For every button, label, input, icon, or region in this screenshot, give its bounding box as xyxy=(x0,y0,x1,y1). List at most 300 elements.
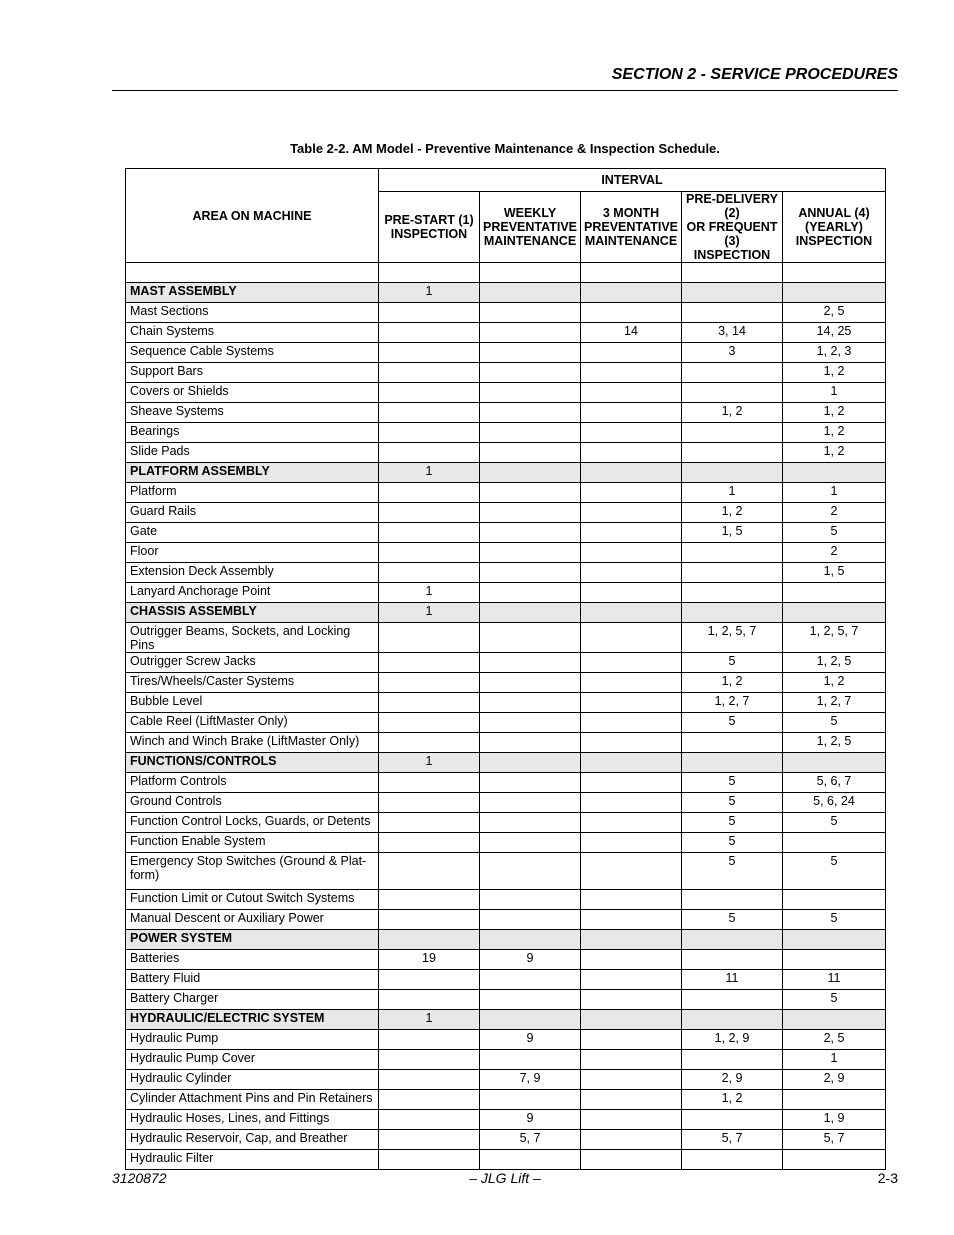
interval-cell: 5, 7 xyxy=(783,1130,886,1150)
interval-cell xyxy=(581,990,682,1010)
table-row xyxy=(126,950,886,970)
table-row xyxy=(126,1030,886,1050)
interval-cell: 11 xyxy=(682,970,783,990)
interval-cell xyxy=(581,1010,682,1030)
interval-cell xyxy=(682,930,783,950)
interval-cell xyxy=(581,890,682,910)
interval-cell xyxy=(480,833,581,853)
interval-cell: 1, 2 xyxy=(783,673,886,693)
area-cell: Hydraulic Filter xyxy=(126,1150,379,1170)
table-row xyxy=(126,853,886,890)
area-cell: Slide Pads xyxy=(126,443,379,463)
interval-cell xyxy=(682,1150,783,1170)
interval-cell xyxy=(581,753,682,773)
interval-cell: 1, 2, 5, 7 xyxy=(783,623,886,653)
interval-cell xyxy=(581,343,682,363)
interval-cell xyxy=(682,423,783,443)
interval-cell xyxy=(682,990,783,1010)
interval-cell: 1, 2 xyxy=(682,673,783,693)
interval-cell: 1, 2, 7 xyxy=(682,693,783,713)
interval-cell xyxy=(379,563,480,583)
interval-cell xyxy=(682,1050,783,1070)
table-row xyxy=(126,503,886,523)
page-header xyxy=(112,64,898,91)
interval-cell xyxy=(581,833,682,853)
table-row xyxy=(126,1130,886,1150)
area-cell: Tires/Wheels/Caster Systems xyxy=(126,673,379,693)
interval-cell: 2 xyxy=(783,503,886,523)
interval-cell: 1 xyxy=(783,1050,886,1070)
interval-cell xyxy=(480,890,581,910)
area-cell: Support Bars xyxy=(126,363,379,383)
interval-cell: 5 xyxy=(783,523,886,543)
interval-cell: 1, 2 xyxy=(682,403,783,423)
area-cell: Covers or Shields xyxy=(126,383,379,403)
interval-cell xyxy=(379,503,480,523)
interval-cell: 9 xyxy=(480,1030,581,1050)
spacer-cell xyxy=(682,263,783,283)
table-row xyxy=(126,890,886,910)
interval-cell xyxy=(480,713,581,733)
interval-cell xyxy=(581,930,682,950)
interval-cell: 5 xyxy=(783,853,886,890)
table-row xyxy=(126,323,886,343)
interval-cell: 14, 25 xyxy=(783,323,886,343)
interval-cell: 5 xyxy=(783,990,886,1010)
interval-cell: 1, 2 xyxy=(783,403,886,423)
area-cell: Cylinder Attachment Pins and Pin Retainers xyxy=(126,1090,379,1110)
interval-cell xyxy=(783,1010,886,1030)
interval-cell: 5, 7 xyxy=(682,1130,783,1150)
group-row xyxy=(126,1010,886,1030)
group-row xyxy=(126,283,886,303)
area-cell: Bearings xyxy=(126,423,379,443)
area-cell: Battery Charger xyxy=(126,990,379,1010)
interval-cell: 9 xyxy=(480,950,581,970)
interval-cell: 1, 2, 7 xyxy=(783,693,886,713)
interval-cell xyxy=(379,653,480,673)
subheader-line: ANNUAL (4) xyxy=(798,206,870,220)
interval-cell xyxy=(379,890,480,910)
interval-cell: 2, 9 xyxy=(783,1070,886,1090)
interval-cell xyxy=(379,523,480,543)
group-row xyxy=(126,463,886,483)
interval-cell xyxy=(783,890,886,910)
interval-cell: 1 xyxy=(682,483,783,503)
table-row xyxy=(126,303,886,323)
table-row xyxy=(126,653,886,673)
area-cell: Lanyard Anchorage Point xyxy=(126,583,379,603)
interval-cell xyxy=(480,343,581,363)
maintenance-schedule-table xyxy=(125,168,886,1170)
page-number: 2-3 xyxy=(877,1170,898,1186)
interval-cell xyxy=(379,1110,480,1130)
interval-cell xyxy=(480,910,581,930)
interval-cell xyxy=(379,403,480,423)
interval-cell xyxy=(783,463,886,483)
area-cell: Manual Descent or Auxiliary Power xyxy=(126,910,379,930)
interval-cell xyxy=(581,383,682,403)
interval-cell xyxy=(379,443,480,463)
interval-cell xyxy=(783,283,886,303)
interval-cell xyxy=(783,753,886,773)
area-cell: FUNCTIONS/CONTROLS xyxy=(126,753,379,773)
area-cell: Hydraulic Reservoir, Cap, and Breather xyxy=(126,1130,379,1150)
table-row xyxy=(126,793,886,813)
subheader-line: MAINTENANCE xyxy=(584,234,678,248)
interval-cell: 5, 6, 7 xyxy=(783,773,886,793)
interval-cell xyxy=(783,1150,886,1170)
interval-cell: 5 xyxy=(682,910,783,930)
interval-cell xyxy=(480,543,581,563)
interval-cell xyxy=(581,503,682,523)
interval-cell: 1 xyxy=(379,603,480,623)
interval-cell: 7, 9 xyxy=(480,1070,581,1090)
interval-cell xyxy=(480,753,581,773)
interval-cell xyxy=(379,363,480,383)
section-title: SECTION 2 - SERVICE PROCEDURES xyxy=(611,66,898,83)
interval-cell: 9 xyxy=(480,1110,581,1130)
interval-cell: 5 xyxy=(682,653,783,673)
area-cell: CHASSIS ASSEMBLY xyxy=(126,603,379,623)
interval-cell xyxy=(581,463,682,483)
interval-cell xyxy=(581,793,682,813)
interval-cell xyxy=(480,673,581,693)
interval-cell: 2, 5 xyxy=(783,1030,886,1050)
footer-publisher: – JLG Lift – xyxy=(469,1170,541,1186)
interval-cell xyxy=(581,283,682,303)
interval-cell xyxy=(581,303,682,323)
area-cell: Outrigger Screw Jacks xyxy=(126,653,379,673)
interval-cell: 1, 5 xyxy=(682,523,783,543)
table-row xyxy=(126,990,886,1010)
interval-cell: 1 xyxy=(783,383,886,403)
interval-cell: 1, 2 xyxy=(682,503,783,523)
interval-cell xyxy=(480,930,581,950)
interval-cell xyxy=(379,483,480,503)
interval-cell xyxy=(379,773,480,793)
interval-cell xyxy=(480,283,581,303)
interval-cell xyxy=(379,1050,480,1070)
table-row xyxy=(126,403,886,423)
area-cell: Hydraulic Cylinder xyxy=(126,1070,379,1090)
interval-cell xyxy=(379,1130,480,1150)
area-cell: Function Limit or Cutout Switch Systems xyxy=(126,890,379,910)
interval-cell xyxy=(581,623,682,653)
interval-cell xyxy=(581,693,682,713)
table-row xyxy=(126,383,886,403)
interval-cell: 5 xyxy=(682,813,783,833)
interval-cell: 19 xyxy=(379,950,480,970)
interval-cell: 5 xyxy=(783,813,886,833)
area-cell: Sheave Systems xyxy=(126,403,379,423)
interval-cell xyxy=(480,693,581,713)
interval-cell xyxy=(480,323,581,343)
interval-cell xyxy=(480,990,581,1010)
table-row xyxy=(126,1090,886,1110)
interval-cell xyxy=(480,423,581,443)
interval-cell xyxy=(379,813,480,833)
interval-cell: 1, 5 xyxy=(783,563,886,583)
spacer-cell xyxy=(783,263,886,283)
interval-cell xyxy=(581,523,682,543)
interval-subheader xyxy=(581,192,682,263)
interval-cell xyxy=(379,543,480,563)
interval-cell xyxy=(480,443,581,463)
interval-cell xyxy=(682,1110,783,1130)
interval-cell xyxy=(682,463,783,483)
area-on-machine-header: AREA ON MACHINE xyxy=(126,169,379,263)
area-cell: Mast Sections xyxy=(126,303,379,323)
interval-cell: 5 xyxy=(682,793,783,813)
interval-cell xyxy=(682,563,783,583)
area-cell: Platform Controls xyxy=(126,773,379,793)
interval-cell xyxy=(480,813,581,833)
interval-cell xyxy=(682,383,783,403)
area-cell: Function Enable System xyxy=(126,833,379,853)
table-row xyxy=(126,833,886,853)
interval-cell xyxy=(581,813,682,833)
interval-cell: 5 xyxy=(682,853,783,890)
table-row xyxy=(126,773,886,793)
interval-cell xyxy=(783,603,886,623)
table-row xyxy=(126,343,886,363)
table-row xyxy=(126,423,886,443)
spacer-cell xyxy=(480,263,581,283)
interval-header: INTERVAL xyxy=(379,169,886,192)
interval-cell xyxy=(480,463,581,483)
interval-cell xyxy=(379,383,480,403)
interval-cell xyxy=(379,693,480,713)
area-cell: Floor xyxy=(126,543,379,563)
subheader-line: PREVENTATIVE xyxy=(584,220,678,234)
interval-cell: 2 xyxy=(783,543,886,563)
interval-cell xyxy=(379,303,480,323)
spacer-cell xyxy=(379,263,480,283)
interval-cell xyxy=(480,1010,581,1030)
interval-cell: 1 xyxy=(783,483,886,503)
interval-cell xyxy=(379,323,480,343)
interval-cell: 1 xyxy=(379,283,480,303)
interval-cell xyxy=(379,343,480,363)
interval-cell xyxy=(379,673,480,693)
interval-cell: 1, 2 xyxy=(783,443,886,463)
interval-cell xyxy=(682,603,783,623)
interval-cell xyxy=(682,583,783,603)
interval-cell: 2, 5 xyxy=(783,303,886,323)
interval-cell: 1 xyxy=(379,583,480,603)
interval-cell: 5 xyxy=(783,910,886,930)
table-row xyxy=(126,673,886,693)
interval-cell xyxy=(480,523,581,543)
table-row xyxy=(126,483,886,503)
area-cell: Emergency Stop Switches (Ground & Plat-form) xyxy=(126,853,379,890)
interval-cell xyxy=(379,713,480,733)
interval-cell xyxy=(379,793,480,813)
page-footer xyxy=(112,1170,898,1188)
table-row xyxy=(126,443,886,463)
interval-cell xyxy=(783,930,886,950)
interval-cell: 5 xyxy=(682,773,783,793)
interval-cell xyxy=(581,1030,682,1050)
interval-cell xyxy=(480,403,581,423)
area-cell: Ground Controls xyxy=(126,793,379,813)
subheader-line: INSPECTION xyxy=(795,234,873,248)
interval-cell xyxy=(379,833,480,853)
area-cell: PLATFORM ASSEMBLY xyxy=(126,463,379,483)
table-row xyxy=(126,713,886,733)
schedule-body xyxy=(126,263,886,1170)
interval-cell: 1, 2, 9 xyxy=(682,1030,783,1050)
interval-cell xyxy=(581,1130,682,1150)
area-cell: HYDRAULIC/ELECTRIC SYSTEM xyxy=(126,1010,379,1030)
interval-cell: 1, 2 xyxy=(783,423,886,443)
interval-cell xyxy=(581,773,682,793)
table-row xyxy=(126,623,886,653)
interval-cell: 1, 2, 5, 7 xyxy=(682,623,783,653)
interval-cell xyxy=(480,363,581,383)
interval-cell: 2, 9 xyxy=(682,1070,783,1090)
table-row xyxy=(126,1070,886,1090)
area-cell: Sequence Cable Systems xyxy=(126,343,379,363)
interval-cell: 11 xyxy=(783,970,886,990)
table-row xyxy=(126,733,886,753)
interval-cell xyxy=(480,383,581,403)
interval-cell: 1, 2, 5 xyxy=(783,653,886,673)
interval-cell: 14 xyxy=(581,323,682,343)
interval-cell: 1, 2, 3 xyxy=(783,343,886,363)
interval-cell xyxy=(682,1010,783,1030)
interval-cell xyxy=(682,283,783,303)
interval-cell xyxy=(581,713,682,733)
subheader-line: MAINTENANCE xyxy=(483,234,577,248)
interval-cell: 1 xyxy=(379,463,480,483)
interval-subheader xyxy=(682,192,783,263)
area-cell: Guard Rails xyxy=(126,503,379,523)
table-caption: Table 2-2. AM Model - Preventive Maintenance & Inspection Schedule. xyxy=(290,141,720,156)
interval-cell xyxy=(581,443,682,463)
interval-cell xyxy=(682,543,783,563)
interval-cell xyxy=(783,1090,886,1110)
interval-subheader xyxy=(480,192,581,263)
area-cell: Battery Fluid xyxy=(126,970,379,990)
interval-cell xyxy=(379,1090,480,1110)
interval-cell xyxy=(480,1150,581,1170)
subheader-line: PRE-DELIVERY (2) xyxy=(686,192,778,220)
interval-cell xyxy=(581,1150,682,1170)
group-row xyxy=(126,753,886,773)
interval-cell xyxy=(581,563,682,583)
interval-cell: 1 xyxy=(379,1010,480,1030)
table-row xyxy=(126,523,886,543)
subheader-line: PRE-START (1) xyxy=(384,213,474,227)
interval-cell xyxy=(581,673,682,693)
subheader-line: (YEARLY) xyxy=(805,220,863,234)
interval-cell xyxy=(783,950,886,970)
interval-cell xyxy=(480,1050,581,1070)
interval-cell xyxy=(480,1090,581,1110)
interval-cell xyxy=(682,890,783,910)
interval-cell xyxy=(581,1050,682,1070)
table-row xyxy=(126,563,886,583)
area-cell: Gate xyxy=(126,523,379,543)
interval-cell xyxy=(379,733,480,753)
area-cell: Hydraulic Pump Cover xyxy=(126,1050,379,1070)
interval-cell xyxy=(379,990,480,1010)
subheader-line: 3 MONTH xyxy=(602,206,660,220)
interval-cell xyxy=(480,623,581,653)
interval-cell xyxy=(379,853,480,890)
interval-cell xyxy=(379,930,480,950)
area-cell: Hydraulic Pump xyxy=(126,1030,379,1050)
area-cell: Bubble Level xyxy=(126,693,379,713)
interval-cell xyxy=(783,833,886,853)
interval-cell: 1, 9 xyxy=(783,1110,886,1130)
interval-cell: 1, 2 xyxy=(783,363,886,383)
interval-cell xyxy=(581,483,682,503)
interval-cell xyxy=(581,363,682,383)
interval-cell: 3 xyxy=(682,343,783,363)
interval-cell xyxy=(581,653,682,673)
interval-cell xyxy=(379,423,480,443)
table-row xyxy=(126,1150,886,1170)
area-cell: Batteries xyxy=(126,950,379,970)
subheader-line: PREVENTATIVE xyxy=(483,220,577,234)
interval-cell xyxy=(379,1150,480,1170)
interval-cell: 1 xyxy=(379,753,480,773)
interval-cell xyxy=(581,543,682,563)
group-row xyxy=(126,930,886,950)
interval-cell xyxy=(682,733,783,753)
interval-cell xyxy=(682,950,783,970)
interval-subheader xyxy=(379,192,480,263)
table-row xyxy=(126,693,886,713)
interval-cell: 5 xyxy=(682,713,783,733)
area-cell: Winch and Winch Brake (LiftMaster Only) xyxy=(126,733,379,753)
group-row xyxy=(126,603,886,623)
table-row xyxy=(126,1050,886,1070)
table-row xyxy=(126,910,886,930)
interval-cell xyxy=(480,563,581,583)
interval-cell xyxy=(682,303,783,323)
table-row xyxy=(126,543,886,563)
interval-cell xyxy=(480,970,581,990)
interval-cell xyxy=(480,603,581,623)
interval-cell xyxy=(480,583,581,603)
interval-cell xyxy=(379,1070,480,1090)
interval-cell xyxy=(480,853,581,890)
interval-cell xyxy=(581,853,682,890)
interval-cell xyxy=(581,403,682,423)
interval-cell xyxy=(581,970,682,990)
interval-cell xyxy=(682,443,783,463)
table-row xyxy=(126,970,886,990)
spacer-cell xyxy=(126,263,379,283)
area-cell: Cable Reel (LiftMaster Only) xyxy=(126,713,379,733)
spacer-cell xyxy=(581,263,682,283)
subheader-line: INSPECTION xyxy=(390,227,468,241)
interval-cell xyxy=(480,503,581,523)
interval-cell xyxy=(581,423,682,443)
interval-cell xyxy=(581,1090,682,1110)
table-row xyxy=(126,1110,886,1130)
subheader-line: INSPECTION xyxy=(693,248,771,262)
interval-cell: 3, 14 xyxy=(682,323,783,343)
interval-cell xyxy=(480,733,581,753)
interval-cell xyxy=(682,753,783,773)
interval-cell xyxy=(480,773,581,793)
interval-cell xyxy=(581,1110,682,1130)
